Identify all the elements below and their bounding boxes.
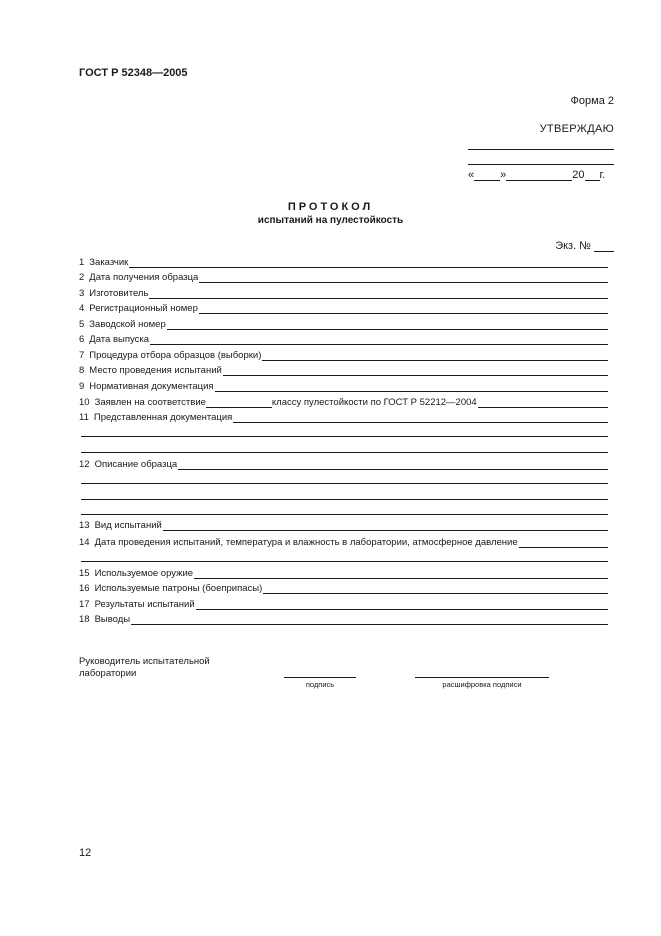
quote-open: « [468, 169, 475, 181]
continuation-line[interactable] [81, 561, 608, 562]
field-label: Дата выпуска [89, 334, 150, 345]
approval-century: 20 [572, 169, 585, 181]
field-row-16 [79, 580, 608, 594]
copy-number-field[interactable] [594, 241, 614, 252]
signature-caption: подпись [305, 680, 335, 689]
field-row-5 [79, 316, 608, 330]
field-input-line[interactable] [149, 287, 608, 299]
approval-day-field[interactable] [474, 169, 500, 181]
field-number: 11 [79, 412, 89, 423]
approval-line-2[interactable] [468, 164, 614, 165]
form-label: Форма 2 [570, 95, 614, 107]
field-number: 4 [79, 303, 85, 314]
signature-role: Руководитель испытательной лаборатории [79, 656, 210, 679]
field-label: Процедура отбора образцов (выборки) [89, 350, 262, 361]
field-label: Представленная документация [93, 412, 233, 423]
field-label: Регистрационный номер [89, 303, 198, 314]
field-label: Описание образца [94, 459, 178, 470]
field-input-line[interactable] [262, 349, 608, 361]
field-row-11 [79, 409, 608, 423]
field-input-line[interactable] [478, 396, 608, 408]
field-number: 1 [79, 257, 85, 268]
signature-decode-line[interactable] [415, 677, 549, 678]
field-input-line[interactable] [519, 536, 608, 548]
field-row-10 [79, 394, 608, 408]
field-number: 16 [79, 583, 90, 594]
approval-date [468, 169, 614, 181]
signature-decode-caption: расшифровка подписи [442, 680, 522, 689]
field-label: Выводы [94, 614, 131, 625]
field-row-17 [79, 596, 608, 610]
field-number: 14 [79, 537, 90, 548]
document-subtitle: испытаний на пулестойкость [257, 215, 404, 226]
field-input-line[interactable] [233, 411, 608, 423]
field-number: 10 [79, 397, 90, 408]
field-row-14 [79, 534, 608, 548]
field-row-12 [79, 456, 608, 470]
field-row-13 [79, 517, 608, 531]
field-number: 7 [79, 350, 85, 361]
field-number: 13 [79, 520, 90, 531]
quote-close: » [500, 169, 507, 181]
approval-month-field[interactable] [506, 169, 572, 181]
copy-label: Экз. № [555, 240, 591, 252]
field-number: 3 [79, 288, 85, 299]
field-label: Используемые патроны (боеприпасы) [94, 583, 263, 594]
field-input-line[interactable] [150, 333, 608, 345]
page-number: 12 [79, 847, 92, 859]
field-number: 17 [79, 599, 90, 610]
continuation-line[interactable] [81, 514, 608, 515]
field-input-line[interactable] [131, 613, 608, 625]
field-label: Заводской номер [89, 319, 166, 330]
field-number: 18 [79, 614, 90, 625]
field-number: 2 [79, 272, 85, 283]
field-label-after: классу пулестойкости по ГОСТ Р 52212—2004 [271, 397, 477, 408]
signature-line[interactable] [284, 677, 356, 678]
field-row-2 [79, 269, 608, 283]
field-input-line[interactable] [263, 582, 608, 594]
field-row-6 [79, 331, 608, 345]
field-label: Место проведения испытаний [89, 365, 222, 376]
field-number: 9 [79, 381, 85, 392]
continuation-line[interactable] [81, 452, 608, 453]
approval-line-1[interactable] [468, 149, 614, 150]
field-number: 15 [79, 568, 90, 579]
field-input-line[interactable] [196, 598, 608, 610]
continuation-line[interactable] [81, 499, 608, 500]
field-row-8 [79, 362, 608, 376]
field-row-7 [79, 347, 608, 361]
field-input-line[interactable] [129, 256, 608, 268]
field-number: 6 [79, 334, 85, 345]
field-input-line[interactable] [178, 458, 608, 470]
field-label: Дата проведения испытаний, температура и влажность в лаборатории, атмосферное давление [94, 537, 518, 548]
field-label: Дата получения образца [89, 272, 199, 283]
field-input-line[interactable] [199, 302, 608, 314]
approval-year-field[interactable] [585, 169, 600, 181]
field-label: Изготовитель [89, 288, 149, 299]
field-input-line[interactable] [199, 271, 608, 283]
field-input-line[interactable] [223, 364, 608, 376]
document-title: ПРОТОКОЛ [287, 201, 374, 213]
field-row-4 [79, 300, 608, 314]
field-label: Вид испытаний [94, 520, 162, 531]
continuation-line[interactable] [81, 436, 608, 437]
field-label: Результаты испытаний [94, 599, 195, 610]
field-label: Заявлен на соответствие [94, 397, 206, 408]
field-number: 5 [79, 319, 85, 330]
approval-label: УТВЕРЖДАЮ [539, 123, 614, 135]
field-label: Заказчик [89, 257, 129, 268]
field-input-line[interactable] [215, 380, 608, 392]
field-row-18 [79, 611, 608, 625]
field-input-line[interactable] [194, 567, 608, 579]
continuation-line[interactable] [81, 483, 608, 484]
copy-number [555, 240, 614, 252]
field-row-1 [79, 254, 608, 268]
field-row-3 [79, 285, 608, 299]
field-number: 12 [79, 459, 90, 470]
field-number: 8 [79, 365, 85, 376]
field-row-9 [79, 378, 608, 392]
field-input-line[interactable] [163, 519, 608, 531]
approval-year-suffix: г. [599, 169, 606, 181]
field-label: Используемое оружие [94, 568, 194, 579]
document-code: ГОСТ Р 52348—2005 [79, 67, 188, 79]
field-label: Нормативная документация [89, 381, 214, 392]
field-input-line[interactable] [206, 396, 272, 408]
field-input-line[interactable] [167, 318, 608, 330]
field-row-15 [79, 565, 608, 579]
